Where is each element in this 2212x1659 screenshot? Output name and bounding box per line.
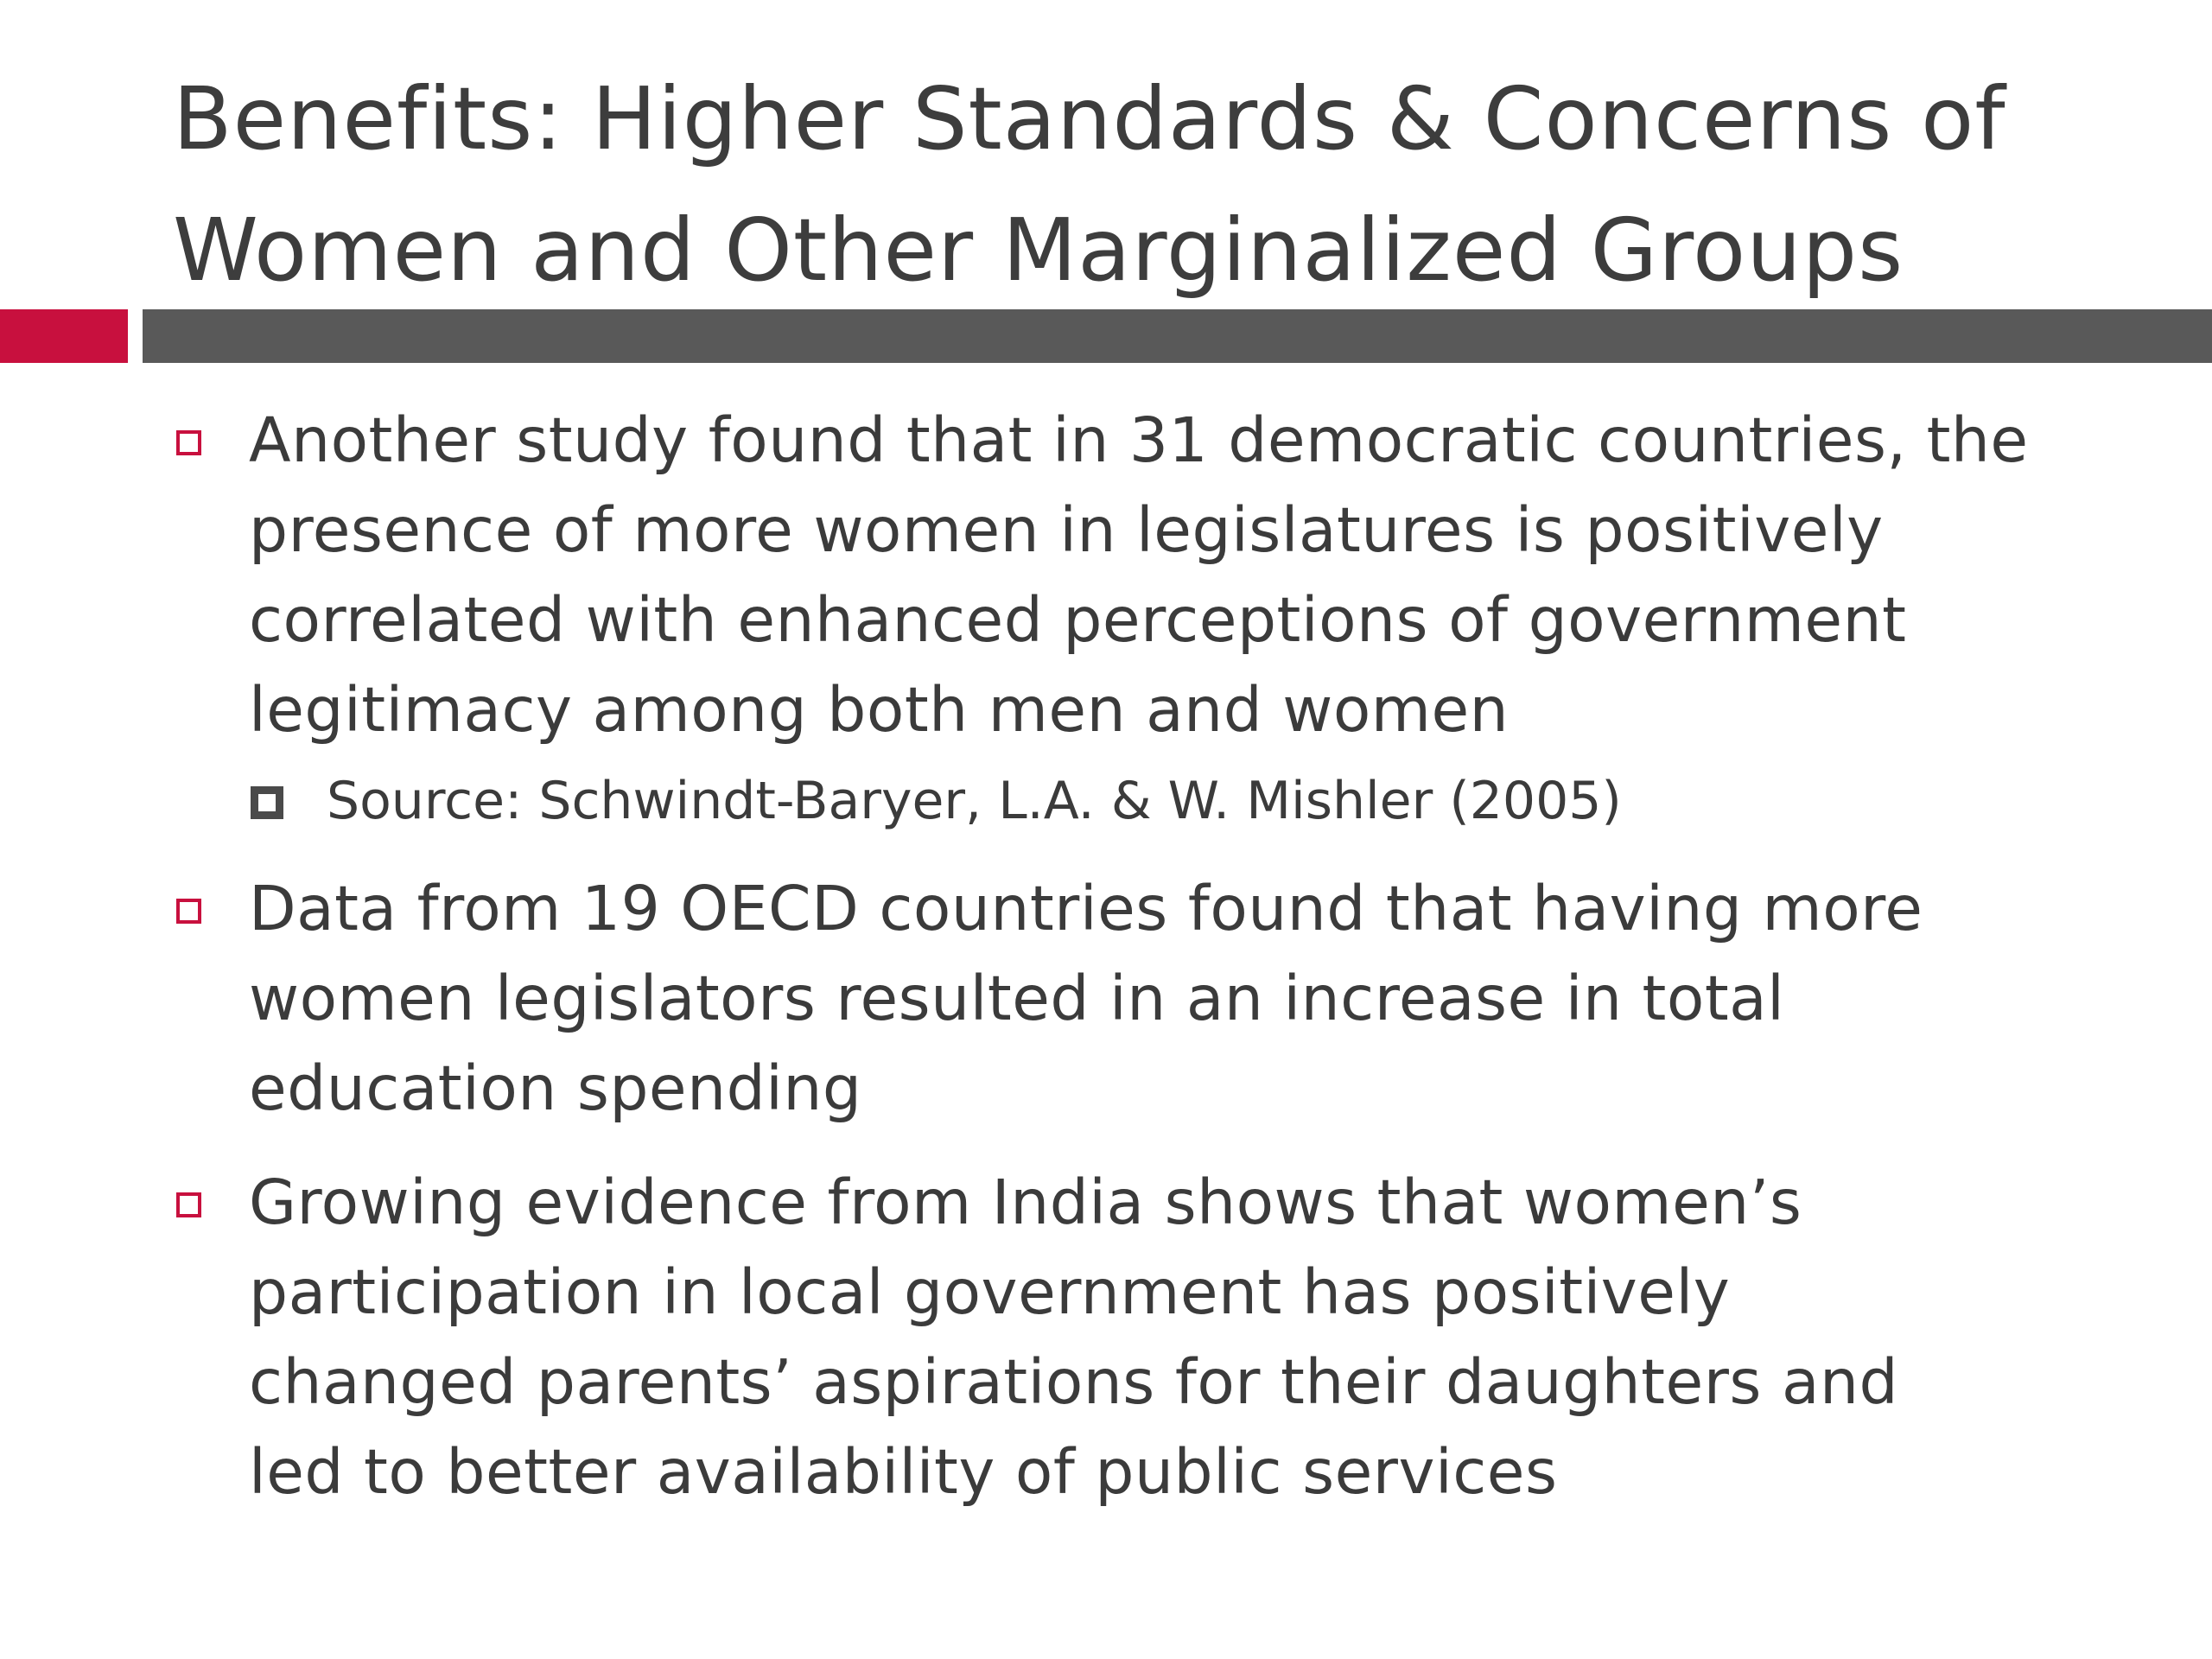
bullet-text [249, 1158, 2126, 1517]
bullet-line: changed parents’ aspirations for their daughters and [249, 1346, 1899, 1418]
bullet-line: led to better availability of public services [249, 1436, 1558, 1508]
bullet-text [249, 396, 2126, 755]
title-divider-bar [143, 309, 2212, 363]
bullet-line: Growing evidence from India shows that women’s [249, 1166, 1802, 1238]
sub-bullet-item [249, 762, 2126, 840]
bullet-line: education spending [249, 1052, 862, 1124]
bullet-line: women legislators resulted in an increase in total [249, 963, 1785, 1034]
square-bullet-icon [176, 899, 201, 924]
bullet-line: correlated with enhanced perceptions of government [249, 584, 1907, 656]
slide-title [173, 54, 2126, 316]
bullet-line: presence of more women in legislatures is positively [249, 494, 1884, 566]
bullet-item [173, 1158, 2126, 1517]
title-line: Women and Other Marginalized Groups [173, 200, 1904, 301]
bullet-line: Another study found that in 31 democratic countries, the [249, 404, 2029, 476]
square-bullet-icon [176, 1192, 201, 1217]
bullet-item [173, 864, 2126, 1134]
source-citation: Source: Schwindt-Baryer, L.A. & W. Mishler (2005) [327, 771, 1622, 831]
sub-bullet-list [249, 762, 2126, 840]
square-bullet-icon [176, 430, 201, 455]
title-accent-bar [0, 309, 128, 363]
bullet-line: Data from 19 OECD countries found that having more [249, 873, 1923, 944]
bullet-text [249, 864, 2126, 1134]
bullet-list [173, 396, 2126, 1541]
bullet-line: participation in local government has positively [249, 1256, 1731, 1328]
title-line: Benefits: Higher Standards & Concerns of [173, 68, 2006, 169]
bullet-item [173, 396, 2126, 840]
bullet-line: legitimacy among both men and women [249, 674, 1510, 746]
filled-square-bullet-icon [251, 786, 283, 819]
